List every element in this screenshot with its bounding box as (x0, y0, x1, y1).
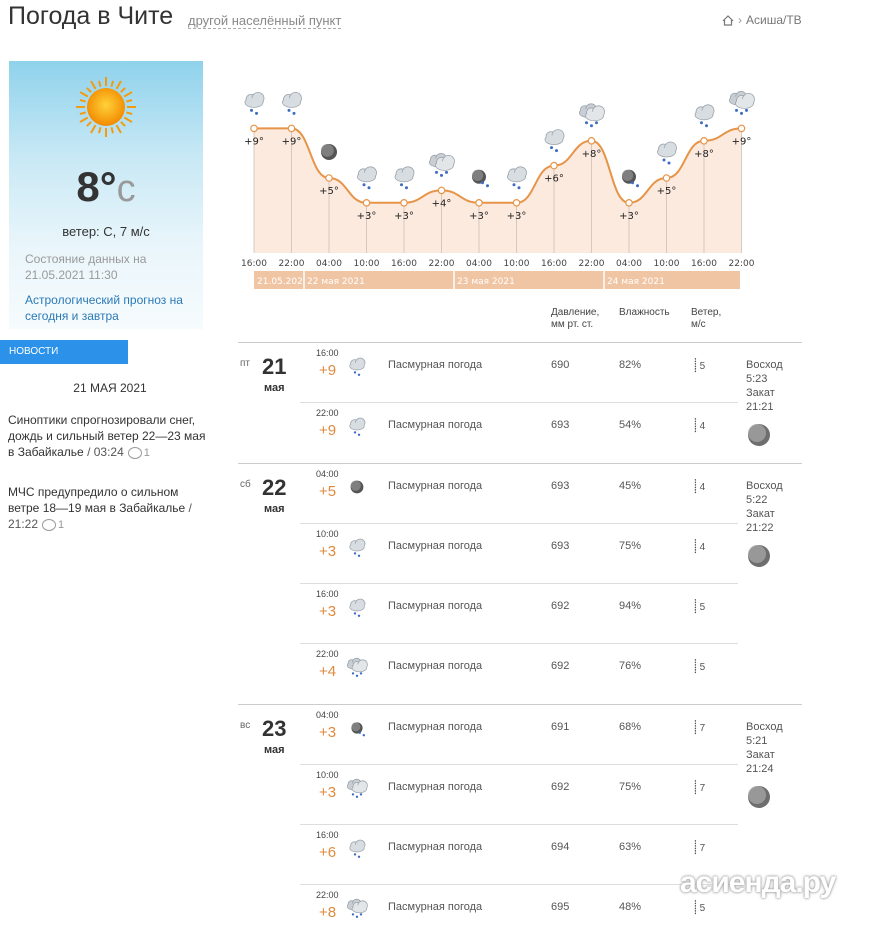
temp-label: +9° (731, 136, 752, 148)
temp-label: +3° (619, 210, 639, 222)
time: 22:00 (316, 408, 339, 418)
pressure: 692 (551, 600, 570, 612)
wind-direction-icon: ⸽ (694, 358, 697, 374)
time-label: 04:00 (466, 259, 492, 269)
temp-label: +9° (281, 136, 302, 148)
current-wind: ветер: С, 7 м/с (62, 224, 150, 239)
day-number: 21 (262, 354, 287, 379)
time: 16:00 (316, 830, 339, 840)
watermark: асиенда.ру (680, 866, 836, 899)
date-label: 22 мая 2021 (307, 277, 365, 287)
moon-phase-icon (746, 543, 772, 569)
current-temperature: 8°c (76, 163, 136, 210)
time-label: 16:00 (391, 259, 417, 269)
other-location-link[interactable]: другой населённый пункт (188, 13, 342, 28)
sunrise-label: Восход (746, 480, 783, 492)
wind-direction-icon: ⸽ (694, 720, 697, 736)
wind: ⸽ 5 (694, 358, 705, 373)
humidity: 68% (619, 721, 642, 733)
row-separator (300, 884, 738, 885)
data-point (738, 125, 744, 131)
temp-label: +8° (581, 148, 602, 160)
time: 10:00 (316, 770, 339, 780)
weather-icon (342, 595, 376, 625)
moon-rain-icon (351, 722, 365, 736)
condition: Пасмурная погода (388, 660, 483, 672)
day-separator (238, 704, 802, 705)
humidity: 54% (619, 419, 642, 431)
row-separator (300, 643, 738, 644)
month: мая (264, 744, 285, 756)
pressure: 693 (551, 480, 570, 492)
wind: ⸽ 5 (694, 900, 705, 915)
sunset-time: 21:22 (746, 522, 774, 534)
weather-icon (342, 896, 376, 926)
wind: ⸽ 7 (694, 840, 705, 855)
temperature-unit: c (116, 168, 136, 210)
wind: ⸽ 5 (694, 659, 705, 674)
row-separator (300, 824, 738, 825)
cloud-rain-icon (350, 599, 365, 617)
time-label: 16:00 (541, 259, 567, 269)
cloud-rain-icon (350, 840, 365, 858)
weather-icon (342, 776, 376, 806)
wind-direction-icon: ⸽ (694, 479, 697, 495)
time: 22:00 (316, 649, 339, 659)
temperature: +3 (319, 603, 337, 620)
pressure-header: Давление, мм рт. ст. (551, 307, 600, 330)
pressure: 693 (551, 419, 570, 431)
moon-icon (321, 144, 337, 160)
home-icon[interactable] (722, 15, 734, 26)
wind: ⸽ 4 (694, 539, 705, 554)
data-point (326, 175, 332, 181)
data-point (251, 125, 257, 131)
sunrise-label: Восход (746, 359, 783, 371)
comment-icon (42, 519, 56, 531)
news-tab[interactable]: НОВОСТИ (0, 340, 128, 364)
time-label: 16:00 (691, 259, 717, 269)
sunrise-time: 5:21 (746, 735, 768, 747)
weather-icon (342, 716, 376, 746)
humidity: 82% (619, 359, 642, 371)
wind: ⸽ 5 (694, 599, 705, 614)
news-item[interactable]: Синоптики спрогнозировали снег, дождь и сильный ветер 22—23 мая в Забайкалье / 03:24 1 (8, 413, 206, 459)
humidity: 48% (619, 901, 642, 913)
pressure: 695 (551, 901, 570, 913)
humidity: 63% (619, 841, 642, 853)
temp-label: +5° (656, 186, 677, 197)
sun-times (746, 479, 802, 535)
time: 16:00 (316, 589, 339, 599)
news-date: 21 МАЯ 2021 (73, 381, 147, 395)
condition: Пасмурная погода (388, 419, 483, 431)
humidity: 75% (619, 781, 642, 793)
temp-label: +9° (244, 136, 264, 148)
temp-label: +3° (394, 210, 414, 222)
data-point (438, 187, 444, 193)
time-label: 10:00 (353, 259, 380, 269)
comment-icon (128, 447, 142, 459)
breadcrumb (722, 13, 802, 27)
condition: Пасмурная погода (388, 600, 483, 612)
data-point (363, 200, 369, 206)
time-label: 22:00 (578, 259, 605, 269)
forecast-table (238, 300, 802, 921)
temperature: +3 (319, 543, 337, 560)
weather-icon (342, 655, 376, 685)
date-label: 24 мая 2021 (607, 277, 665, 287)
pressure: 690 (551, 359, 570, 371)
sun-times (746, 720, 802, 776)
breadcrumb-item[interactable]: Асиша/ТВ (746, 13, 802, 27)
time-label: 10:00 (503, 259, 530, 269)
day-number: 22 (262, 475, 287, 500)
pressure: 692 (551, 781, 570, 793)
time-label: 04:00 (616, 259, 642, 269)
time: 10:00 (316, 529, 339, 539)
weekday: сб (240, 479, 251, 490)
moon-phase-icon (746, 784, 772, 810)
sunrise-label: Восход (746, 721, 783, 733)
temperature: +8 (319, 904, 337, 921)
row-separator (300, 583, 738, 584)
time-label: 22:00 (728, 259, 755, 269)
weekday: пт (240, 358, 250, 369)
cloud-rain-icon (350, 539, 365, 557)
temperature: +3 (319, 724, 337, 741)
pressure: 694 (551, 841, 570, 853)
sunset-time: 21:24 (746, 763, 774, 775)
wind: ⸽ 7 (694, 720, 705, 735)
temp-label: +6° (544, 173, 564, 185)
wind-direction-icon: ⸽ (694, 659, 697, 675)
day-separator (238, 463, 802, 464)
data-point (513, 200, 519, 206)
humidity: 76% (619, 660, 642, 672)
temperature: +3 (319, 784, 337, 801)
temperature: +4 (319, 663, 337, 680)
data-state: Состояние данных на 21.05.2021 11:30 (25, 252, 147, 282)
data-point (288, 125, 294, 131)
sun-times (746, 358, 802, 414)
cloud-rain-icon (350, 418, 365, 436)
page-title: Погода в Чите (8, 2, 174, 30)
humidity-header: Влажность (619, 307, 670, 318)
wind-direction-icon: ⸽ (694, 900, 697, 916)
condition: Пасмурная погода (388, 359, 483, 371)
temperature: +6 (319, 844, 337, 861)
date-label: 21.05.202 (257, 277, 303, 287)
current-weather-card (9, 61, 203, 329)
wind-direction-icon: ⸽ (694, 539, 697, 555)
sunset-time: 21:21 (746, 401, 774, 413)
day-separator (238, 342, 802, 343)
cloud-heavy-icon (347, 779, 367, 798)
data-point (701, 138, 707, 144)
temperature: +9 (319, 422, 337, 439)
temp-label: +3° (469, 210, 489, 222)
sunrise-time: 5:22 (746, 494, 768, 506)
wind-direction-icon: ⸽ (694, 780, 697, 796)
time-label: 16:00 (241, 259, 267, 269)
sunset-label: Закат (746, 508, 775, 520)
astro-forecast-link[interactable]: Астрологический прогноз на сегодня и завтра (25, 293, 183, 323)
sunset-label: Закат (746, 387, 775, 399)
condition: Пасмурная погода (388, 540, 483, 552)
wind-direction-icon: ⸽ (694, 840, 697, 856)
time-label: 04:00 (316, 259, 342, 269)
humidity: 45% (619, 480, 642, 492)
month: мая (264, 503, 285, 515)
data-point (551, 162, 557, 168)
humidity: 75% (619, 540, 642, 552)
data-point (588, 138, 594, 144)
wind: ⸽ 7 (694, 780, 705, 795)
row-separator (300, 764, 738, 765)
row-separator (300, 523, 738, 524)
data-point (401, 200, 407, 206)
moon-phase-icon (746, 422, 772, 448)
time-label: 22:00 (278, 259, 305, 269)
temp-label: +3° (506, 210, 527, 222)
sun-icon (75, 76, 137, 138)
temperature: +9 (319, 362, 337, 379)
wind: ⸽ 4 (694, 479, 705, 494)
pressure: 692 (551, 660, 570, 672)
time: 22:00 (316, 890, 339, 900)
temperature: +5 (319, 483, 337, 500)
chevron-right-icon: › (738, 13, 742, 27)
temp-label: +8° (694, 148, 714, 160)
condition: Пасмурная погода (388, 721, 483, 733)
month: мая (264, 382, 285, 394)
data-point (476, 200, 482, 206)
humidity: 94% (619, 600, 642, 612)
date-label: 23 мая 2021 (457, 277, 515, 287)
wind-direction-icon: ⸽ (694, 599, 697, 615)
pressure: 691 (551, 721, 570, 733)
condition: Пасмурная погода (388, 841, 483, 853)
wind-header: Ветер, м/с (691, 307, 722, 330)
condition: Пасмурная погода (388, 781, 483, 793)
cloud-heavy-icon (347, 658, 367, 677)
weekday: вс (240, 720, 251, 731)
time: 04:00 (316, 469, 339, 479)
condition: Пасмурная погода (388, 901, 483, 913)
cloud-heavy-icon (347, 899, 367, 918)
weather-icon (342, 475, 376, 505)
row-separator (300, 402, 738, 403)
wind-direction-icon: ⸽ (694, 418, 697, 434)
pressure: 693 (551, 540, 570, 552)
news-item[interactable]: МЧС предупредило о сильном ветре 18—19 мая в Забайкалье / 21:22 1 (8, 485, 192, 531)
temp-label: +5° (319, 186, 339, 197)
data-point (663, 175, 669, 181)
data-point (626, 200, 632, 206)
time: 16:00 (316, 348, 339, 358)
weather-icon (342, 354, 376, 384)
weather-icon (342, 414, 376, 444)
sunset-label: Закат (746, 749, 775, 761)
day-number: 23 (262, 716, 287, 741)
temp-label: +4° (431, 198, 452, 210)
weather-icon (342, 535, 376, 565)
cloud-rain-icon (350, 358, 365, 376)
time-label: 10:00 (653, 259, 680, 269)
wind: ⸽ 4 (694, 418, 705, 433)
weather-icon (342, 836, 376, 866)
temp-label: +3° (356, 210, 377, 222)
time: 04:00 (316, 710, 339, 720)
temperature-chart (238, 40, 758, 296)
condition: Пасмурная погода (388, 480, 483, 492)
sunrise-time: 5:23 (746, 373, 768, 385)
moon-icon (351, 481, 364, 494)
time-label: 22:00 (428, 259, 455, 269)
